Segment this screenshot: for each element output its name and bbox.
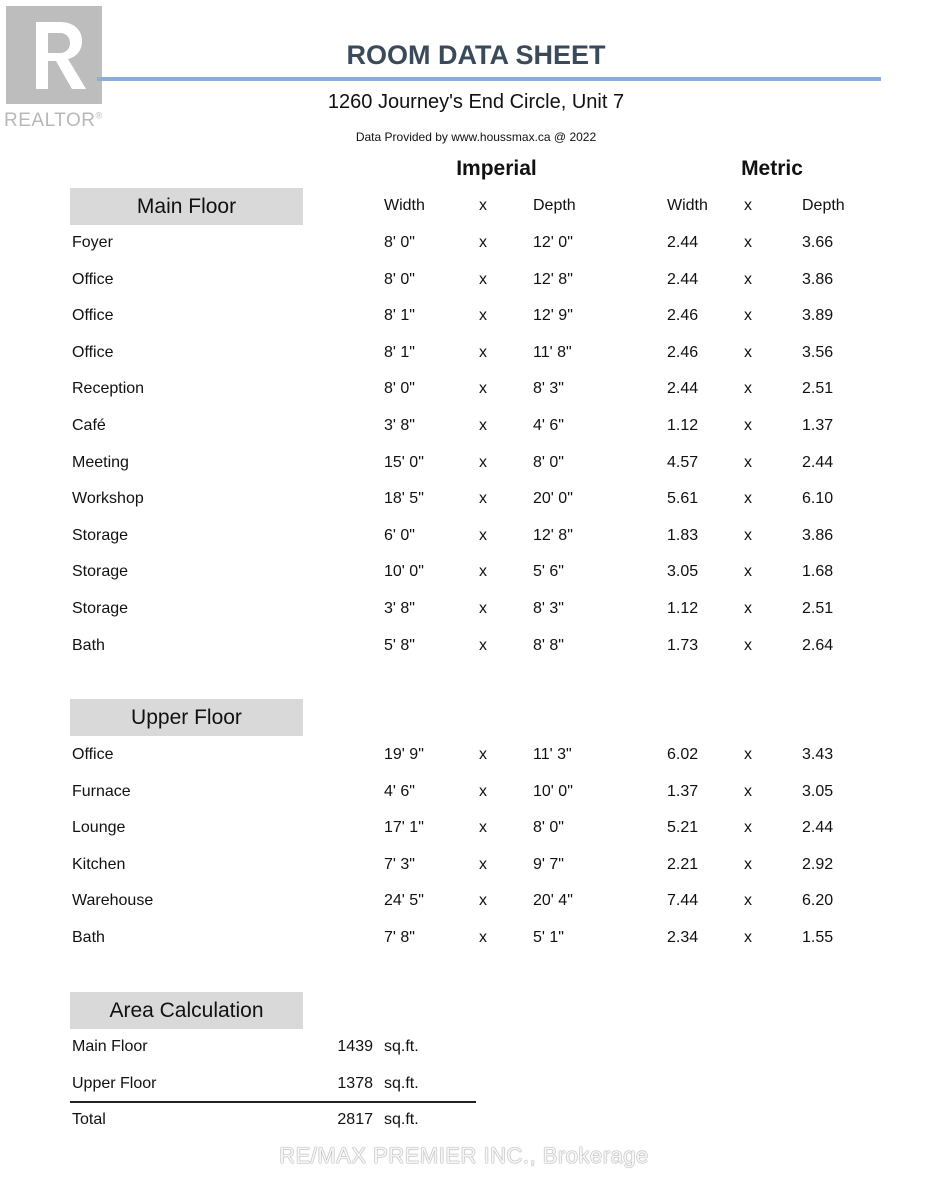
metric-width: 1.37 (667, 782, 699, 800)
room-name: Lounge (72, 819, 126, 837)
imperial-depth: 12' 9" (533, 307, 573, 325)
imperial-depth: 20' 4" (533, 892, 573, 910)
area-label: Total (72, 1111, 106, 1128)
imperial-depth: 5' 6" (533, 563, 564, 581)
imperial-depth: 11' 8" (533, 343, 572, 361)
metric-depth: 3.86 (802, 270, 834, 288)
room-name: Office (72, 270, 114, 288)
imperial-width: 24' 5" (384, 892, 424, 910)
room-name: Furnace (72, 782, 131, 800)
imperial-depth: 8' 0" (533, 453, 564, 471)
imperial-x: x (479, 600, 487, 617)
metric-width: 6.02 (667, 746, 699, 763)
imperial-x-header: x (479, 197, 487, 214)
metric-width: 2.44 (667, 380, 699, 398)
area-label: Main Floor (72, 1038, 148, 1055)
imperial-depth: 12' 0" (533, 234, 573, 251)
room-name: Office (72, 746, 114, 763)
room-name: Office (72, 343, 114, 361)
metric-width: 1.73 (667, 636, 699, 654)
section-area-calculation: Area Calculation (70, 992, 303, 1029)
imperial-depth: 4' 6" (533, 417, 564, 434)
metric-x: x (744, 819, 752, 837)
imperial-x: x (479, 892, 487, 910)
imperial-depth: 10' 0" (533, 782, 573, 800)
imperial-x: x (479, 855, 487, 873)
imperial-depth: 8' 3" (533, 600, 564, 617)
metric-width: 5.21 (667, 819, 699, 837)
imperial-depth: 9' 7" (533, 855, 564, 873)
area-value: 1378 (337, 1074, 373, 1092)
room-name: Storage (72, 600, 129, 617)
metric-x: x (744, 234, 752, 251)
imperial-width: 3' 8" (384, 600, 415, 617)
metric-width: 1.12 (667, 417, 699, 434)
imperial-width: 8' 1" (384, 343, 415, 361)
imperial-x: x (479, 453, 487, 471)
metric-width: 7.44 (667, 892, 699, 910)
imperial-x: x (479, 636, 487, 654)
imperial-depth: 11' 3" (533, 746, 572, 763)
metric-depth: 6.20 (802, 892, 834, 910)
imperial-depth: 8' 3" (533, 380, 564, 398)
imperial-width: 7' 8" (384, 929, 415, 946)
room-name: Office (72, 307, 114, 325)
area-value: 1439 (337, 1038, 373, 1055)
imperial-x: x (479, 526, 487, 544)
area-unit: sq.ft. (384, 1074, 419, 1092)
imperial-width: 19' 9" (384, 746, 424, 763)
realtor-wordmark: REALTOR® (4, 110, 103, 131)
metric-depth: 1.68 (802, 563, 834, 581)
data-source: Data Provided by www.houssmax.ca @ 2022 (355, 130, 597, 144)
metric-depth: 6.10 (802, 490, 834, 508)
metric-depth: 1.37 (802, 417, 834, 434)
imperial-x: x (479, 929, 487, 946)
metric-x-header: x (744, 197, 752, 214)
metric-depth: 2.44 (802, 453, 834, 471)
metric-width: 4.57 (667, 453, 699, 471)
room-name: Meeting (72, 453, 129, 471)
metric-width: 5.61 (667, 490, 699, 508)
imperial-width: 6' 0" (384, 526, 415, 544)
imperial-x: x (479, 782, 487, 800)
imperial-depth-header: Depth (533, 197, 576, 214)
metric-x: x (744, 490, 752, 508)
page-title: ROOM DATA SHEET (346, 40, 606, 70)
room-name: Reception (72, 380, 145, 398)
room-name: Bath (72, 929, 105, 946)
metric-depth: 3.56 (802, 343, 834, 361)
metric-width: 3.05 (667, 563, 699, 581)
brokerage-watermark: RE/MAX PREMIER INC., Brokerage (279, 1143, 649, 1168)
metric-depth: 2.44 (802, 819, 834, 837)
imperial-depth: 12' 8" (533, 270, 573, 288)
room-name: Café (72, 417, 106, 434)
section-upper-floor: Upper Floor (70, 699, 303, 736)
metric-depth: 2.51 (802, 600, 834, 617)
metric-width: 2.44 (667, 234, 699, 251)
imperial-x: x (479, 819, 487, 837)
metric-depth: 2.51 (802, 380, 834, 398)
imperial-depth: 8' 8" (533, 636, 564, 654)
imperial-width: 8' 0" (384, 270, 415, 288)
title-divider (97, 77, 881, 81)
area-value: 2817 (337, 1111, 373, 1128)
room-name: Kitchen (72, 855, 126, 873)
metric-x: x (744, 417, 752, 434)
area-unit: sq.ft. (384, 1111, 419, 1128)
metric-x: x (744, 892, 752, 910)
room-name: Storage (72, 526, 129, 544)
room-name: Bath (72, 636, 105, 654)
imperial-width: 4' 6" (384, 782, 415, 800)
imperial-width: 17' 1" (384, 819, 424, 837)
imperial-width: 18' 5" (384, 490, 424, 508)
room-name: Foyer (72, 234, 113, 251)
imperial-width-header: Width (384, 197, 425, 214)
property-address: 1260 Journey's End Circle, Unit 7 (327, 91, 625, 113)
metric-x: x (744, 600, 752, 617)
metric-width: 2.46 (667, 307, 699, 325)
imperial-x: x (479, 746, 487, 763)
metric-width: 2.44 (667, 270, 699, 288)
metric-x: x (744, 782, 752, 800)
metric-width: 2.46 (667, 343, 699, 361)
imperial-depth: 8' 0" (533, 819, 564, 837)
imperial-x: x (479, 490, 487, 508)
metric-depth: 3.43 (802, 746, 834, 763)
metric-width: 1.12 (667, 600, 699, 617)
metric-x: x (744, 855, 752, 873)
imperial-x: x (479, 343, 487, 361)
metric-x: x (744, 563, 752, 581)
imperial-x: x (479, 563, 487, 581)
imperial-width: 5' 8" (384, 636, 415, 654)
imperial-depth: 5' 1" (533, 929, 564, 946)
imperial-width: 10' 0" (384, 563, 424, 581)
imperial-width: 8' 0" (384, 380, 415, 398)
imperial-width: 15' 0" (384, 453, 424, 471)
metric-x: x (744, 343, 752, 361)
area-unit: sq.ft. (384, 1038, 419, 1055)
metric-x: x (744, 636, 752, 654)
metric-x: x (744, 746, 752, 763)
imperial-x: x (479, 417, 487, 434)
imperial-width: 8' 1" (384, 307, 415, 325)
metric-depth: 1.55 (802, 929, 834, 946)
metric-x: x (744, 526, 752, 544)
metric-x: x (744, 270, 752, 288)
metric-depth-header: Depth (802, 197, 845, 214)
metric-x: x (744, 453, 752, 471)
imperial-width: 7' 3" (384, 855, 415, 873)
room-name: Storage (72, 563, 129, 581)
metric-depth: 3.86 (802, 526, 834, 544)
metric-x: x (744, 380, 752, 398)
imperial-x: x (479, 234, 487, 251)
total-divider (70, 1101, 476, 1103)
metric-x: x (744, 307, 752, 325)
imperial-x: x (479, 380, 487, 398)
room-name: Warehouse (72, 892, 154, 910)
imperial-width: 8' 0" (384, 234, 415, 251)
room-name: Workshop (72, 490, 144, 508)
area-label: Upper Floor (72, 1074, 157, 1092)
metric-width: 2.21 (667, 855, 699, 873)
imperial-depth: 20' 0" (533, 490, 573, 508)
metric-width-header: Width (667, 197, 708, 214)
metric-depth: 3.89 (802, 307, 834, 325)
metric-heading: Metric (741, 157, 803, 180)
metric-depth: 2.64 (802, 636, 834, 654)
section-main-floor: Main Floor (70, 188, 303, 225)
metric-depth: 2.92 (802, 855, 834, 873)
imperial-heading: Imperial (456, 157, 537, 180)
metric-width: 1.83 (667, 526, 699, 544)
metric-width: 2.34 (667, 929, 699, 946)
imperial-x: x (479, 270, 487, 288)
imperial-depth: 12' 8" (533, 526, 573, 544)
metric-depth: 3.05 (802, 782, 834, 800)
imperial-x: x (479, 307, 487, 325)
metric-x: x (744, 929, 752, 946)
imperial-width: 3' 8" (384, 417, 415, 434)
metric-depth: 3.66 (802, 234, 834, 251)
